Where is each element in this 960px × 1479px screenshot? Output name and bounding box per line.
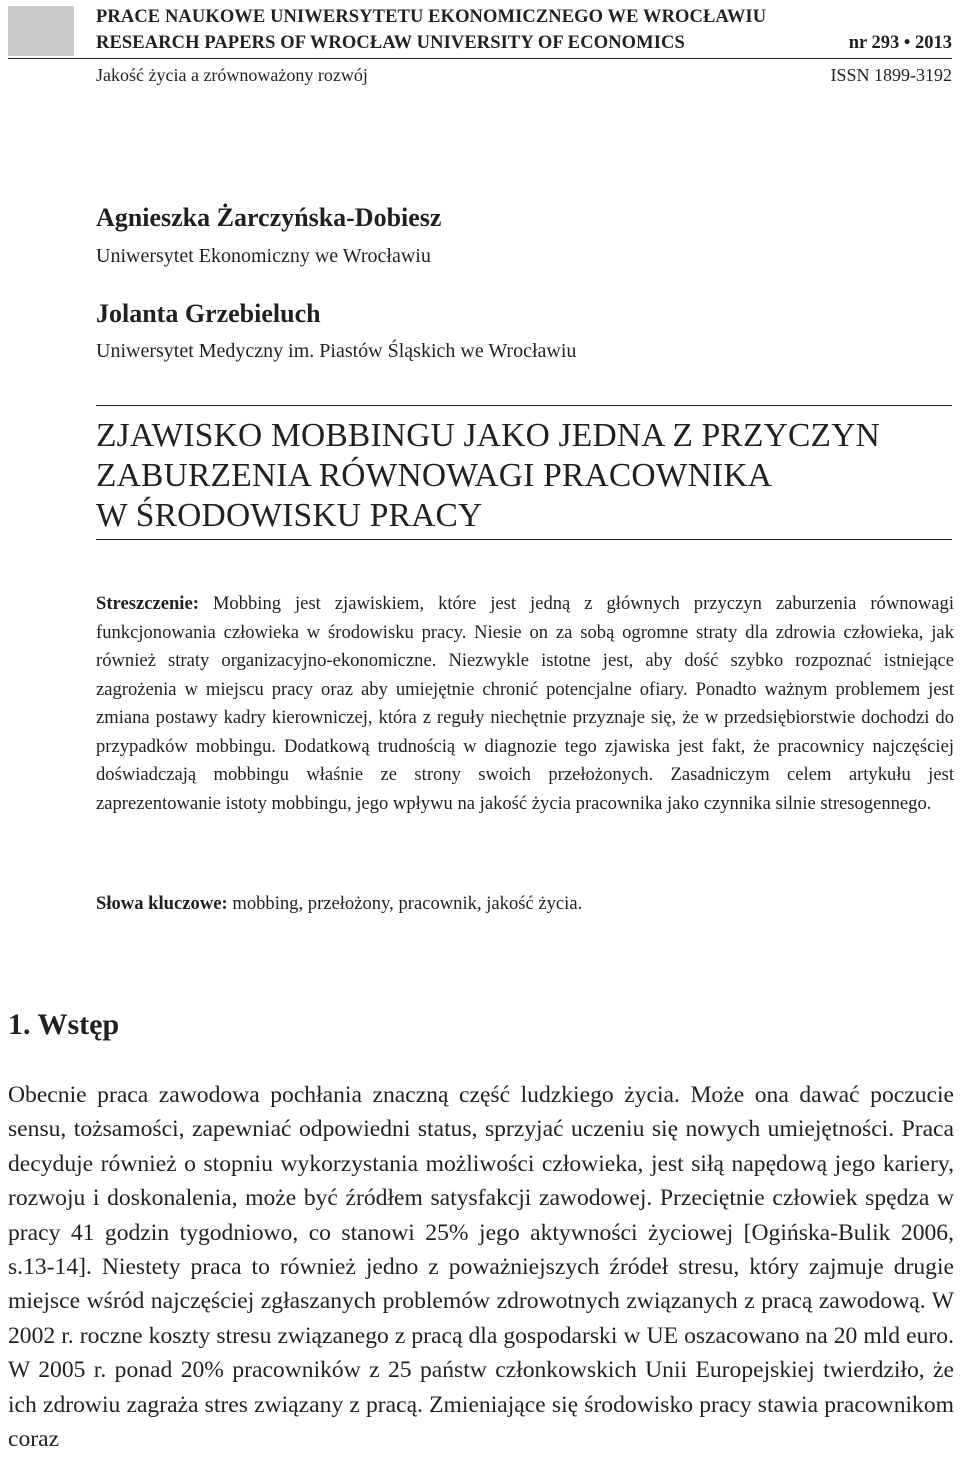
journal-name-pl: PRACE NAUKOWE UNIWERSYTETU EKONOMICZNEGO WE WROCŁAWIU — [96, 7, 767, 27]
abstract-label: Streszczenie: — [96, 593, 199, 614]
title-line-1: ZJAWISKO MOBBINGU JAKO JEDNA Z PRZYCZYN — [96, 417, 881, 454]
title-top-rule — [96, 405, 952, 406]
author-affiliation-1: Uniwersytet Ekonomiczny we Wrocławiu — [96, 245, 431, 267]
journal-header — [0, 0, 960, 100]
header-logo-box — [8, 6, 74, 56]
series-title: Jakość życia a zrównoważony rozwój — [96, 65, 368, 85]
issn: ISSN 1899-3192 — [830, 65, 952, 85]
title-line-3: W ŚRODOWISKU PRACY — [96, 497, 483, 534]
author-affiliation-2: Uniwersytet Medyczny im. Piastów Śląskich we Wrocławiu — [96, 340, 577, 362]
section-heading: 1. Wstęp — [8, 1008, 120, 1041]
abstract-text: Mobbing jest zjawiskiem, które jest jedną z głównych przyczyn zaburzenia równowagi funkcjonowania człowieka w środowisku pracy. Niesie on za sobą ogromne straty dla zdrowia człowieka, jak również straty organizacyjno-ekonomiczne. Niezwykle istotne jest, aby dość szybko rozpoznać istniejące zagrożenia w miejscu pracy oraz aby umiejętnie chronić potencjalne ofiary. Ponadto ważnym problemem jest zmiana postawy kadry kierowniczej, która z reguły niechętnie przyznaje się, że w przedsiębiorstwie dochodzi do przypadków mobbingu. Dodatkową trudnością w diagnozie tego zjawiska jest fakt, że pracownicy najczęściej doświadczają mobbingu właśnie ze strony swoich przełożonych. Zasadniczym celem artykułu jest zaprezentowanie istoty mobbingu, jego wpływu na jakość życia pracownika jako czynnika silnie stresogennego. — [96, 593, 954, 814]
keywords — [96, 890, 954, 919]
issue-number: nr 293 • 2013 — [848, 33, 952, 53]
keywords-text: mobbing, przełożony, pracownik, jakość życia. — [232, 893, 583, 914]
author-name-1: Agnieszka Żarczyńska-Dobiesz — [96, 203, 442, 232]
keywords-label: Słowa kluczowe: — [96, 893, 228, 914]
abstract — [96, 590, 954, 818]
title-bottom-rule — [96, 539, 952, 540]
article-title — [96, 416, 946, 536]
title-line-2: ZABURZENIA RÓWNOWAGI PRACOWNIKA — [96, 457, 773, 494]
author-name-2: Jolanta Grzebieluch — [96, 299, 321, 328]
section-body: Obecnie praca zawodowa pochłania znaczną część ludzkiego życia. Może ona dawać poczucie sensu, tożsamości, zapewniać odpowiedni status, sprzyjać uczeniu się nowych umiejętności. Praca decyduje również o stopniu wykorzystania możliwości człowieka, jest siłą napędową jego kariery, rozwoju i doskonalenia, może być źródłem satysfakcji zawodowej. Przeciętnie człowiek spędza w pracy 41 godzin tygodniowo, co stanowi 25% jego aktywności życiowej [Ogińska-Bulik 2006, s.13-14]. Niestety praca to również jedno z poważniejszych źródeł stresu, który zajmuje drugie miejsce wśród najczęściej zgłaszanych problemów zdrowotnych związanych z pracą zawodową. W 2002 r. roczne koszty stresu związanego z pracą dla gospodarski w UE oszacowano na 20 mld euro. W 2005 r. ponad 20% pracowników z 25 państw członkowskich Unii Europejskiej twierdziło, że ich zdrowiu zagraża stres związany z pracą. Zmieniające się środowisko pracy stawia pracownikom coraz — [8, 1082, 954, 1453]
header-divider — [8, 58, 952, 59]
journal-name-en: RESEARCH PAPERS OF WROCŁAW UNIVERSITY OF ECONOMICS — [96, 33, 685, 53]
